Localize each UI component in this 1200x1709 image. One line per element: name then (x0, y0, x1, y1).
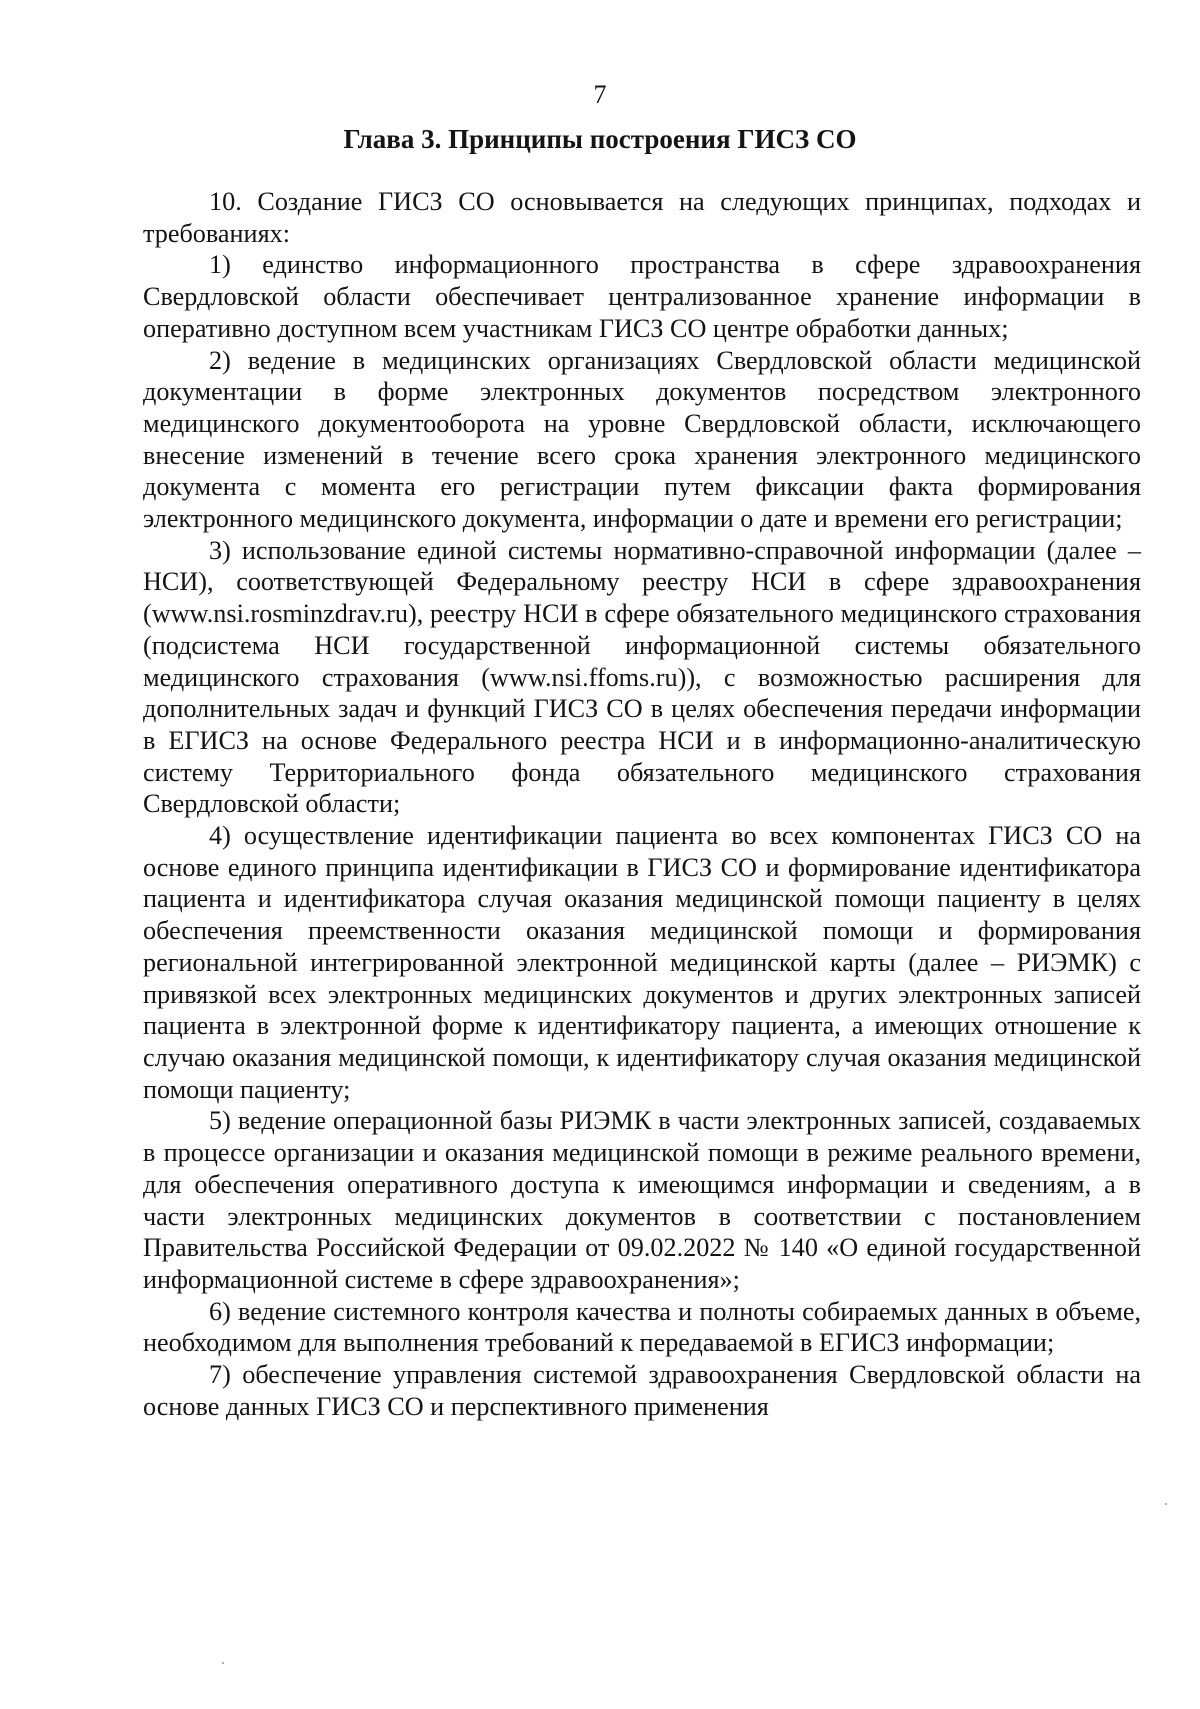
scan-speck (1165, 1503, 1167, 1505)
list-item-5: 5) ведение операционной базы РИЭМК в части электронных записей, создаваемых в процессе организации и оказания медицинской помощи в режиме реального времени, для обеспечения оперативного доступа к имеющимся информации и сведениям, а в части электронных медицинских документов в соответствии с постановлением Правительства Российской Федерации от 09.02.2022 № 140 «О единой государственной информационной системе в сфере здравоохранения»; (143, 1106, 1141, 1294)
document-body (143, 186, 1141, 1422)
list-item-7: 7) обеспечение управления системой здравоохранения Свердловской области на основе данных ГИСЗ СО и перспективного применения (143, 1360, 1141, 1421)
list-item-3: 3) использование единой системы нормативно-справочной информации (далее – НСИ), соответствующей Федеральному реестру НСИ в сфере здравоохранения (www.nsi.rosminzdrav.ru), реестру НСИ в сфере обязательного медицинского страхования (подсистема НСИ государственной информационной системы обязательного медицинского страхования (www.nsi.ffoms.ru)), с возможностью расширения для дополнительных задач и функций ГИСЗ СО в целях обеспечения передачи информации в ЕГИСЗ на основе Федерального реестра НСИ и в информационно-аналитическую систему Территориального фонда обязательного медицинского страхования Свердловской области; (143, 535, 1141, 819)
page-number: 7 (593, 80, 607, 109)
paragraph-10-intro: 10. Создание ГИСЗ СО основывается на следующих принципах, подходах и требованиях: (143, 187, 1141, 248)
list-item-4: 4) осуществление идентификации пациента во всех компонентах ГИСЗ СО на основе единого принципа идентификации в ГИСЗ СО и формирование идентификатора пациента и идентификатора случая оказания медицинской помощи пациенту в целях обеспечения преемственности оказания медицинской помощи и формирования региональной интегрированной электронной медицинской карты (далее – РИЭМК) с привязкой всех электронных медицинских документов и других электронных записей пациента в электронной форме к идентификатору пациента, а имеющих отношение к случаю оказания медицинской помощи, к идентификатору случая оказания медицинской помощи пациенту; (143, 821, 1141, 1104)
list-item-6: 6) ведение системного контроля качества и полноты собираемых данных в объеме, необходимом для выполнения требований к передаваемой в ЕГИСЗ информации; (143, 1296, 1141, 1358)
chapter-title: Глава 3. Принципы построения ГИСЗ СО (343, 124, 857, 154)
list-item-1: 1) единство информационного пространства в сфере здравоохранения Свердловской области обеспечивает централизованное хранение информации в оперативно доступном всем участникам ГИСЗ СО центре обработки данных; (143, 250, 1141, 343)
scan-speck (222, 1662, 224, 1664)
list-item-2: 2) ведение в медицинских организациях Свердловской области медицинской документации в форме электронных документов посредством электронного медицинского документооборота на уровне Свердловской области, исключающего внесение изменений в течение всего срока хранения электронного медицинского документа с момента его регистрации путем фиксации факта формирования электронного медицинского документа, информации о дате и времени его регистрации; (143, 345, 1141, 534)
